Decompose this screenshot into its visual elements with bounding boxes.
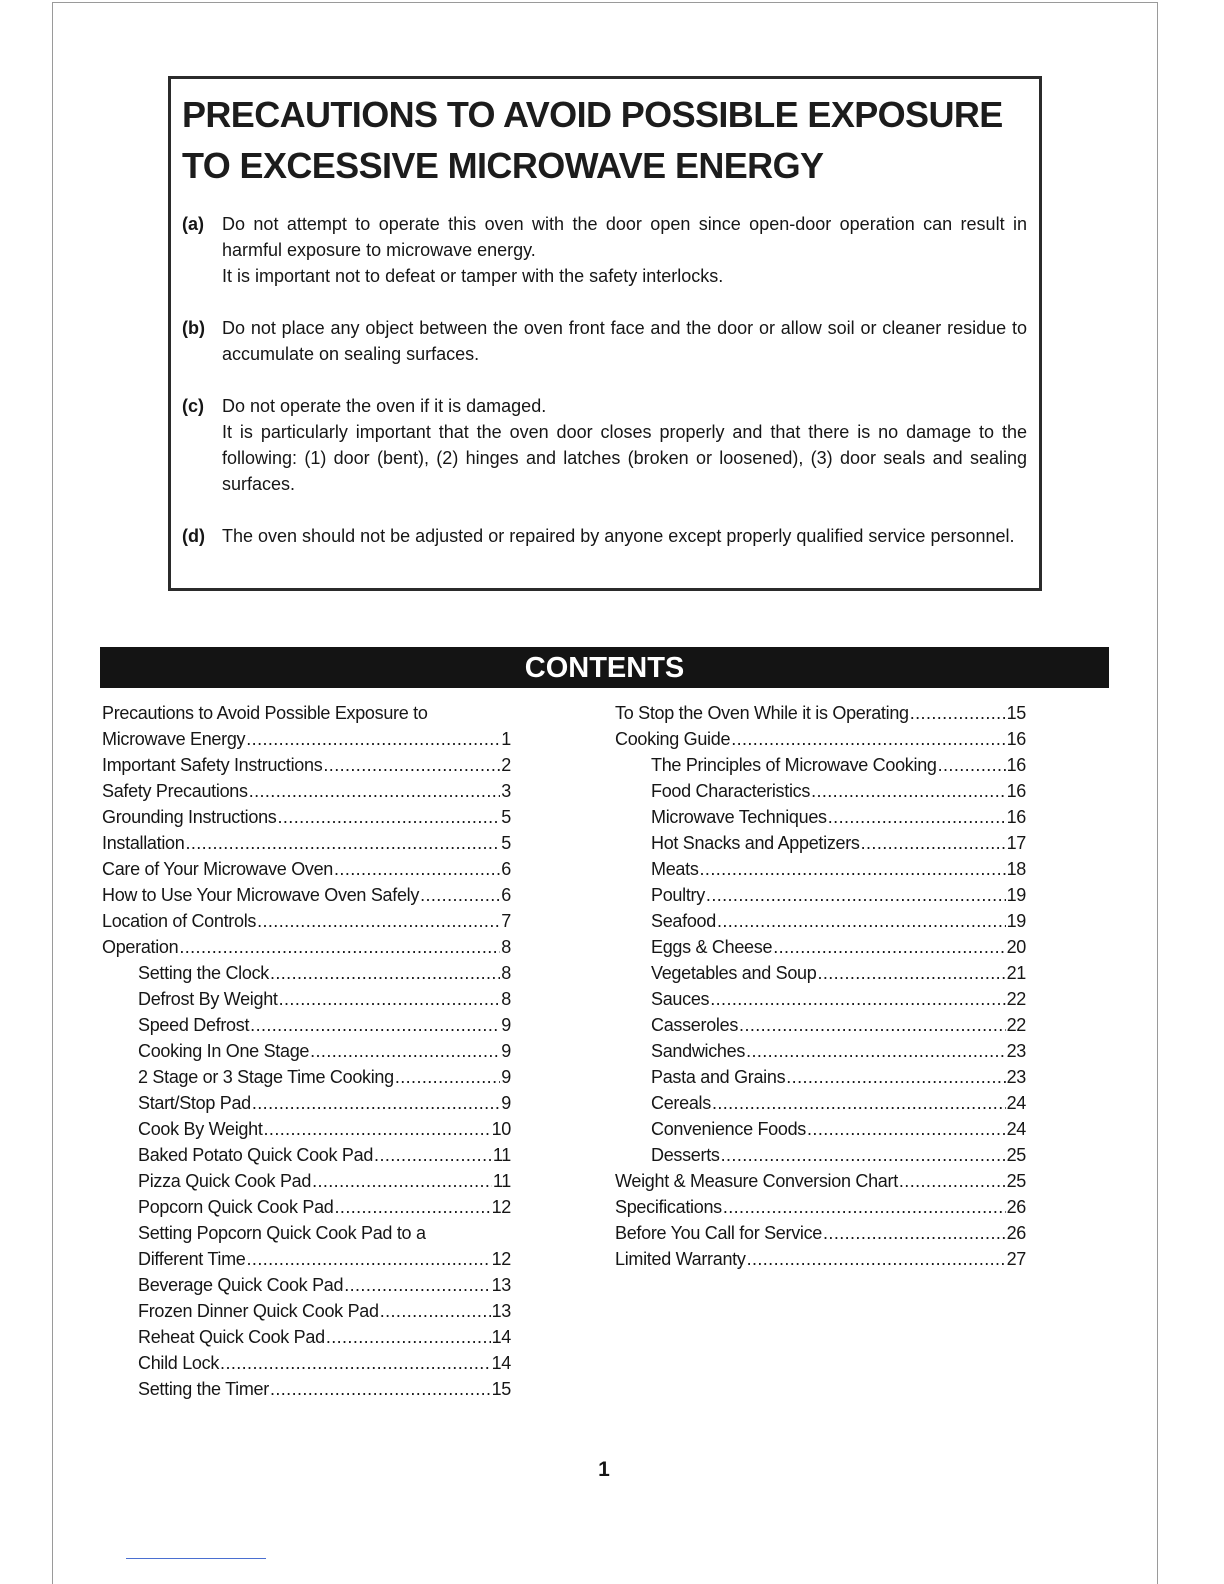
precautions-box [168, 76, 1042, 591]
precaution-line: Do not place any object between the oven front face and the door or allow soil or cleaner residue to accumulate on sealing surfaces. [222, 318, 1027, 364]
toc-dot-leader [252, 1090, 500, 1116]
toc-entry-page: 13 [491, 1301, 511, 1321]
toc-entry[interactable] [102, 882, 511, 908]
toc-entry-page: 25 [1006, 1171, 1026, 1191]
toc-dot-leader [310, 1038, 500, 1064]
toc-entry[interactable] [102, 1220, 511, 1246]
toc-entry[interactable] [102, 752, 511, 778]
toc-dot-leader [910, 700, 1006, 726]
toc-right-column [615, 700, 1026, 1272]
toc-entry-title: Safety Precautions [102, 781, 248, 801]
precaution-text [222, 315, 1027, 367]
precaution-line: Do not operate the oven if it is damaged. [222, 396, 547, 416]
toc-entry[interactable] [102, 1324, 511, 1350]
toc-entry-title: Different Time [138, 1249, 246, 1269]
precautions-title [182, 89, 1027, 191]
precaution-item [182, 393, 1027, 497]
toc-entry-page: 24 [1006, 1119, 1026, 1139]
toc-entry[interactable] [102, 804, 511, 830]
toc-dot-leader [721, 1142, 1006, 1168]
toc-dot-leader [746, 1038, 1006, 1064]
toc-entry-page: 17 [1006, 833, 1026, 853]
toc-dot-leader [326, 1324, 491, 1350]
toc-entry[interactable] [102, 1350, 511, 1376]
toc-entry[interactable] [102, 1064, 511, 1090]
toc-entry-title: Pizza Quick Cook Pad [138, 1171, 312, 1191]
toc-entry[interactable] [102, 856, 511, 882]
toc-entry[interactable] [102, 908, 511, 934]
toc-entry-page: 10 [491, 1119, 511, 1139]
toc-entry-page: 16 [1006, 781, 1026, 801]
precaution-line: The oven should not be adjusted or repaired by anyone except properly qualified service personnel. [222, 526, 1015, 546]
toc-dot-leader [731, 726, 1005, 752]
toc-entry[interactable] [102, 934, 511, 960]
toc-dot-leader [249, 778, 501, 804]
toc-dot-leader [250, 1012, 500, 1038]
toc-entry-title: To Stop the Oven While it is Operating [615, 703, 909, 723]
toc-entry-title: Cook By Weight [138, 1119, 263, 1139]
toc-entry[interactable] [102, 1194, 511, 1220]
toc-dot-leader [861, 830, 1006, 856]
toc-entry[interactable] [102, 1246, 511, 1272]
toc-dot-leader [374, 1142, 492, 1168]
toc-dot-leader [335, 1194, 491, 1220]
toc-entry-title: Operation [102, 937, 179, 957]
toc-entry[interactable] [615, 830, 1026, 856]
toc-entry-page: 12 [491, 1249, 511, 1269]
toc-dot-leader [811, 778, 1006, 804]
toc-dot-leader [710, 986, 1005, 1012]
toc-entry-page: 11 [492, 1171, 511, 1191]
toc-entry-page: 1 [501, 729, 511, 749]
toc-entry-title: Setting Popcorn Quick Cook Pad to a [138, 1223, 426, 1243]
precaution-line: It is important not to defeat or tamper with the safety interlocks. [222, 266, 724, 286]
contents-heading: CONTENTS [100, 647, 1109, 688]
toc-entry-page: 11 [492, 1145, 511, 1165]
toc-entry-title: Care of Your Microwave Oven [102, 859, 334, 879]
toc-entry-page: 8 [501, 989, 511, 1009]
toc-entry-page: 26 [1006, 1197, 1026, 1217]
toc-entry[interactable] [102, 1012, 511, 1038]
toc-entry[interactable] [102, 986, 511, 1012]
toc-entry-page: 25 [1006, 1145, 1026, 1165]
precaution-item [182, 315, 1027, 367]
toc-dot-leader [247, 1246, 491, 1272]
toc-entry[interactable] [615, 1064, 1026, 1090]
precaution-line: Do not attempt to operate this oven with the door open since open-door operation can result in harmful exposure to microwave energy. [222, 214, 1027, 260]
toc-dot-leader [279, 986, 501, 1012]
toc-entry[interactable] [102, 830, 511, 856]
precaution-text [222, 523, 1027, 549]
toc-entry-title: Beverage Quick Cook Pad [138, 1275, 344, 1295]
toc-entry-title: How to Use Your Microwave Oven Safely [102, 885, 420, 905]
toc-dot-leader [270, 960, 500, 986]
toc-entry[interactable] [102, 1168, 511, 1194]
toc-entry[interactable] [615, 908, 1026, 934]
toc-dot-leader [344, 1272, 490, 1298]
toc-entry-title: Grounding Instructions [102, 807, 277, 827]
toc-dot-leader [817, 960, 1005, 986]
toc-entry[interactable] [615, 1142, 1026, 1168]
toc-entry-title: Desserts [651, 1145, 720, 1165]
toc-entry-title: Cereals [651, 1093, 711, 1113]
toc-dot-leader [264, 1116, 491, 1142]
toc-dot-leader [938, 752, 1006, 778]
toc-dot-leader [786, 1064, 1005, 1090]
toc-entry-title: Speed Defrost [138, 1015, 250, 1035]
precautions-title-line-1: PRECAUTIONS TO AVOID POSSIBLE EXPOSURE [182, 94, 1003, 135]
toc-entry-title: Precautions to Avoid Possible Exposure to [102, 703, 428, 723]
toc-entry-page: 6 [501, 859, 511, 879]
toc-dot-leader [323, 752, 500, 778]
toc-entry-page: 3 [501, 781, 511, 801]
toc-entry-page: 5 [501, 833, 511, 853]
toc-dot-leader [420, 882, 500, 908]
precaution-label: (d) [182, 526, 205, 546]
toc-dot-leader [712, 1090, 1006, 1116]
toc-dot-leader [807, 1116, 1006, 1142]
toc-entry-title: Eggs & Cheese [651, 937, 773, 957]
toc-entry[interactable] [102, 1272, 511, 1298]
toc-entry-page: 22 [1006, 989, 1026, 1009]
toc-entry-page: 21 [1006, 963, 1026, 983]
toc-entry-page: 16 [1006, 807, 1026, 827]
toc-entry-title: Pasta and Grains [651, 1067, 786, 1087]
toc-entry[interactable] [102, 1142, 511, 1168]
toc-entry-page: 15 [491, 1379, 511, 1399]
toc-entry[interactable] [615, 1090, 1026, 1116]
toc-entry-title: Child Lock [138, 1353, 220, 1373]
toc-entry-title: Setting the Timer [138, 1379, 269, 1399]
toc-entry-page: 16 [1006, 755, 1026, 775]
toc-entry-title: Location of Controls [102, 911, 257, 931]
toc-entry-page: 9 [501, 1041, 511, 1061]
toc-dot-leader [380, 1298, 491, 1324]
toc-entry-page: 20 [1006, 937, 1026, 957]
toc-entry-title: Cooking Guide [615, 729, 731, 749]
toc-entry-page: 23 [1006, 1041, 1026, 1061]
toc-entry-title: Sandwiches [651, 1041, 746, 1061]
precaution-item [182, 523, 1027, 549]
toc-dot-leader [706, 882, 1006, 908]
toc-entry[interactable] [615, 752, 1026, 778]
toc-entry[interactable] [615, 726, 1026, 752]
precaution-line: It is particularly important that the oven door closes properly and that there is no damage to the following: (1) door (bent), (2) hinges and latches (broken or loosened), (3) door seals and sealing surfaces. [222, 422, 1027, 494]
toc-entry[interactable] [615, 804, 1026, 830]
toc-entry-page: 9 [501, 1067, 511, 1087]
toc-entry-title: Popcorn Quick Cook Pad [138, 1197, 334, 1217]
toc-entry[interactable] [615, 1038, 1026, 1064]
page-number: 1 [598, 1458, 610, 1481]
toc-entry[interactable] [615, 986, 1026, 1012]
toc-entry-title: Poultry [651, 885, 705, 905]
toc-entry-page: 19 [1006, 911, 1026, 931]
toc-entry-page: 24 [1006, 1093, 1026, 1113]
toc-entry-page: 2 [501, 755, 511, 775]
toc-entry[interactable] [615, 960, 1026, 986]
toc-dot-leader [723, 1194, 1006, 1220]
toc-entry[interactable] [615, 700, 1026, 726]
precaution-item [182, 211, 1027, 289]
toc-entry[interactable] [615, 778, 1026, 804]
toc-entry[interactable] [102, 726, 511, 752]
precaution-label: (a) [182, 214, 204, 234]
precaution-text [222, 393, 1027, 497]
toc-dot-leader [312, 1168, 492, 1194]
toc-entry-page: 23 [1006, 1067, 1026, 1087]
toc-entry-title: Meats [651, 859, 699, 879]
toc-entry[interactable] [615, 934, 1026, 960]
precautions-title-line-2: TO EXCESSIVE MICROWAVE ENERGY [182, 145, 824, 186]
toc-entry-page: 14 [491, 1353, 511, 1373]
toc-entry[interactable] [615, 882, 1026, 908]
toc-entry[interactable] [102, 1038, 511, 1064]
toc-entry-title: Casseroles [651, 1015, 739, 1035]
toc-entry-title: Microwave Techniques [651, 807, 827, 827]
toc-dot-leader [700, 856, 1006, 882]
toc-entry-title: Start/Stop Pad [138, 1093, 251, 1113]
toc-entry-title: The Principles of Microwave Cooking [651, 755, 937, 775]
toc-entry[interactable] [615, 1194, 1026, 1220]
toc-entry-title: Weight & Measure Conversion Chart [615, 1171, 898, 1191]
toc-dot-leader [278, 804, 501, 830]
precaution-text [222, 211, 1027, 289]
toc-dot-leader [899, 1168, 1006, 1194]
toc-entry[interactable] [615, 1246, 1026, 1272]
toc-entry-title: Setting the Clock [138, 963, 269, 983]
toc-entry[interactable] [615, 1168, 1026, 1194]
toc-entry[interactable] [102, 1298, 511, 1324]
toc-entry-title: Sauces [651, 989, 710, 1009]
toc-entry-page: 7 [501, 911, 511, 931]
toc-entry-page: 27 [1006, 1249, 1026, 1269]
toc-dot-leader [334, 856, 500, 882]
toc-entry-title: Important Safety Instructions [102, 755, 323, 775]
toc-dot-leader [828, 804, 1006, 830]
toc-entry-title: Vegetables and Soup [651, 963, 817, 983]
toc-entry-title: Cooking In One Stage [138, 1041, 310, 1061]
toc-entry-page: 8 [501, 963, 511, 983]
precaution-label: (c) [182, 396, 204, 416]
toc-left-column [102, 700, 511, 1402]
toc-entry[interactable] [102, 960, 511, 986]
toc-entry-page: 18 [1006, 859, 1026, 879]
toc-entry-title: Installation [102, 833, 185, 853]
toc-entry[interactable] [102, 778, 511, 804]
toc-dot-leader [257, 908, 500, 934]
toc-entry-page: 16 [1006, 729, 1026, 749]
toc-dot-leader [246, 726, 500, 752]
toc-entry-title: Reheat Quick Cook Pad [138, 1327, 325, 1347]
toc-entry-page: 6 [501, 885, 511, 905]
toc-dot-leader [179, 934, 500, 960]
toc-entry-title: Hot Snacks and Appetizers [651, 833, 860, 853]
toc-entry-page: 13 [491, 1275, 511, 1295]
toc-dot-leader [739, 1012, 1006, 1038]
toc-dot-leader [773, 934, 1005, 960]
toc-entry-page: 8 [501, 937, 511, 957]
precaution-label: (b) [182, 318, 205, 338]
toc-entry[interactable] [615, 856, 1026, 882]
toc-entry-page: 15 [1006, 703, 1026, 723]
toc-entry-title: Baked Potato Quick Cook Pad [138, 1145, 374, 1165]
toc-entry[interactable] [102, 1090, 511, 1116]
toc-entry-title: Defrost By Weight [138, 989, 278, 1009]
toc-entry-page: 14 [491, 1327, 511, 1347]
toc-entry[interactable] [615, 1116, 1026, 1142]
toc-entry-page: 9 [501, 1015, 511, 1035]
toc-entry[interactable] [102, 700, 511, 726]
toc-entry-page: 5 [501, 807, 511, 827]
toc-entry-title: Before You Call for Service [615, 1223, 823, 1243]
toc-entry[interactable] [615, 1220, 1026, 1246]
bottom-link-underline[interactable] [126, 1558, 266, 1559]
toc-entry[interactable] [102, 1116, 511, 1142]
toc-dot-leader [747, 1246, 1006, 1272]
toc-entry-title: Specifications [615, 1197, 722, 1217]
toc-entry-page: 22 [1006, 1015, 1026, 1035]
toc-entry-title: Frozen Dinner Quick Cook Pad [138, 1301, 379, 1321]
toc-dot-leader [185, 830, 500, 856]
toc-entry-title: Food Characteristics [651, 781, 811, 801]
toc-entry-page: 26 [1006, 1223, 1026, 1243]
toc-entry-page: 19 [1006, 885, 1026, 905]
toc-entry-page: 12 [491, 1197, 511, 1217]
toc-dot-leader [270, 1376, 491, 1402]
toc-entry-title: 2 Stage or 3 Stage Time Cooking [138, 1067, 394, 1087]
toc-dot-leader [717, 908, 1006, 934]
toc-entry[interactable] [102, 1376, 511, 1402]
toc-entry[interactable] [615, 1012, 1026, 1038]
toc-dot-leader [823, 1220, 1006, 1246]
precautions-list [182, 211, 1027, 549]
toc-entry-title: Seafood [651, 911, 716, 931]
toc-dot-leader [395, 1064, 500, 1090]
toc-entry-title: Microwave Energy [102, 729, 246, 749]
toc-entry-title: Convenience Foods [651, 1119, 807, 1139]
toc-dot-leader [220, 1350, 491, 1376]
toc-entry-title: Limited Warranty [615, 1249, 746, 1269]
toc-entry-page: 9 [501, 1093, 511, 1113]
